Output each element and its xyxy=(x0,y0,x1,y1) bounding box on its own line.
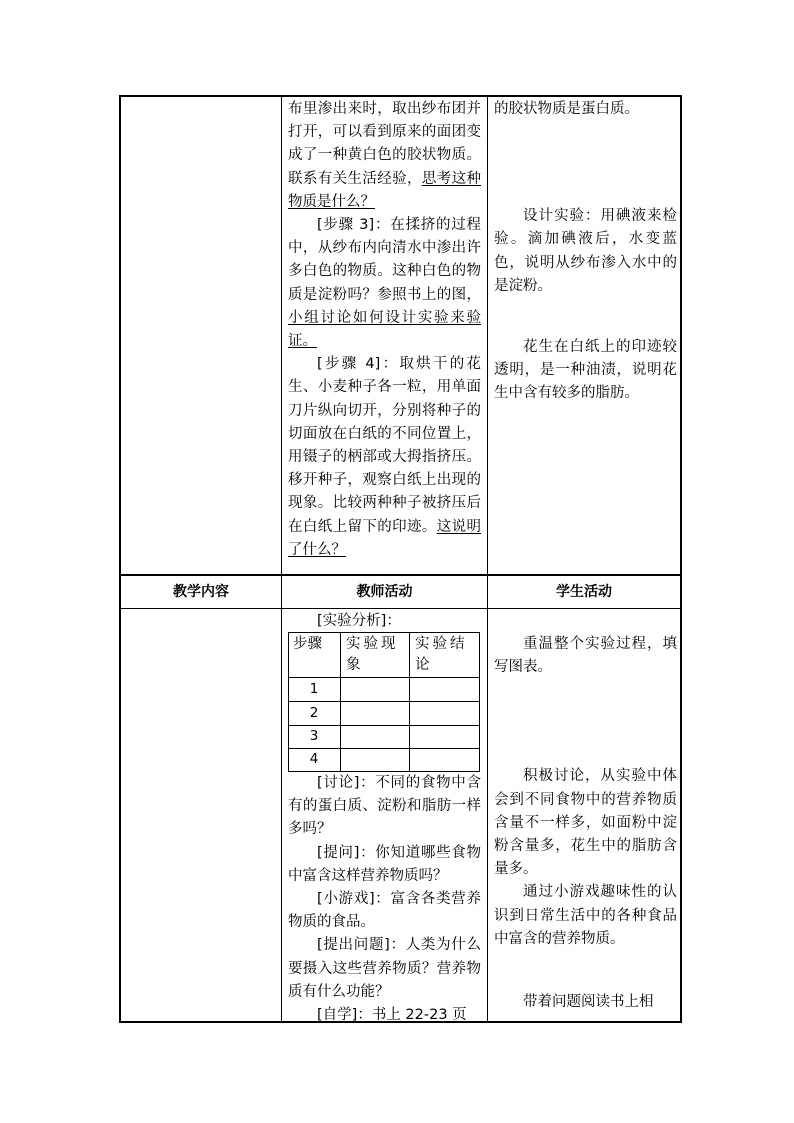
header-student-activity: 学生活动 xyxy=(556,584,612,600)
student-game-result: 通过小游戏趣味性的认识到日常生活中的各种食品中富含的营养物质。 xyxy=(494,884,677,947)
teacher-paragraph-continued xyxy=(288,98,481,214)
teacher-step3-text: [步骤 3]：在揉挤的过程中，从纱布内向清水中渗出许多白色的物质。这种白色的物质是淀粉吗？参照书上的图， xyxy=(288,217,481,303)
student-discussion: 积极讨论，从实验中体会到不同食物中的营养物质含量不一样多，如面粉中淀粉含量多，花生中的脂肪含量多。 xyxy=(494,768,677,878)
table-top-border xyxy=(119,95,682,97)
teacher-mini-game: [小游戏]：富含各类营养物质的食品。 xyxy=(288,891,481,931)
column-divider-1 xyxy=(281,95,282,1023)
teacher-step4-underlined: 这说明了什么？ xyxy=(288,518,481,558)
inner-table-row1-bottom xyxy=(288,701,480,702)
inner-table-col2-right xyxy=(409,632,410,772)
lower-student-cell xyxy=(494,633,677,1014)
row-divider-upper xyxy=(119,574,682,576)
row-divider-header xyxy=(119,608,682,609)
lower-teacher-cell xyxy=(288,772,481,1027)
teacher-text-continued: 布里渗出来时，取出纱布团并打开，可以看到原来的面团变成了一种黄白色的胶状物质。联系有关生活经验， xyxy=(288,101,481,187)
inner-header-phenomenon: 实验现象 xyxy=(346,636,399,673)
inner-table-col1-right xyxy=(340,632,341,772)
student-starch-experiment: 设计实验：用碘液来检验。滴加碘液后，水变蓝色，说明从纱布渗入水中的是淀粉。 xyxy=(494,208,677,294)
table-right-border xyxy=(680,95,682,1023)
teacher-step3 xyxy=(288,214,481,353)
experiment-analysis-label: [实验分析]： xyxy=(317,613,401,629)
teacher-step4 xyxy=(288,353,481,562)
table-left-border xyxy=(119,95,121,1023)
student-protein-conclusion: 的胶状物质是蛋白质。 xyxy=(494,101,639,117)
teacher-raise-question: [提出问题]：人类为什么要摄入这些营养物质？营养物质有什么功能？ xyxy=(288,937,481,1000)
teacher-question-underlined: 思考这种物质是什么？ xyxy=(288,170,481,210)
inner-table-header-bottom xyxy=(288,677,480,678)
inner-header-conclusion: 实验结论 xyxy=(415,636,468,673)
inner-header-step: 步骤 xyxy=(293,636,322,652)
inner-table-row2-bottom xyxy=(288,725,480,726)
inner-table-row3-bottom xyxy=(288,748,480,749)
teacher-step3-underlined: 小组讨论如何设计实验来验证。 xyxy=(288,309,481,350)
upper-student-cell xyxy=(494,98,677,406)
upper-teacher-cell xyxy=(288,98,481,562)
teacher-step4-text: [步骤 4]：取烘干的花生、小麦种子各一粒，用单面刀片纵向切开，分别将种子的切面放在白纸的不同位置上，用镊子的柄部或大拇指挤压。移开种子，观察白纸上出现的现象。比较两种种子被挤压后在白纸上留下的印迹。 xyxy=(288,356,481,535)
header-teaching-content: 教学内容 xyxy=(173,584,229,600)
experiment-analysis-table xyxy=(288,632,480,772)
inner-row-2: 2 xyxy=(309,705,319,721)
header-teacher-activity: 教师活动 xyxy=(356,584,413,600)
teacher-discussion: [讨论]：不同的食物中含有的蛋白质、淀粉和脂肪一样多吗？ xyxy=(288,775,481,838)
inner-table-right xyxy=(479,632,480,772)
student-reading: 带着问题阅读书上相 xyxy=(523,994,654,1011)
column-divider-2 xyxy=(487,95,488,1023)
inner-table-top xyxy=(288,632,480,633)
student-fat-conclusion: 花生在白纸上的印迹较透明，是一种油渍，说明花生中含有较多的脂肪。 xyxy=(494,339,677,402)
lower-teacher-label xyxy=(288,610,481,633)
student-review: 重温整个实验过程，填写图表。 xyxy=(494,636,677,676)
inner-row-3: 3 xyxy=(309,728,319,744)
teacher-question: [提问]：你知道哪些食物中富含这样营养物质吗？ xyxy=(288,844,481,884)
teacher-self-study: [自学]：书上 22-23 页 xyxy=(317,1007,467,1024)
inner-row-1: 1 xyxy=(309,681,319,697)
inner-row-4: 4 xyxy=(309,751,319,767)
